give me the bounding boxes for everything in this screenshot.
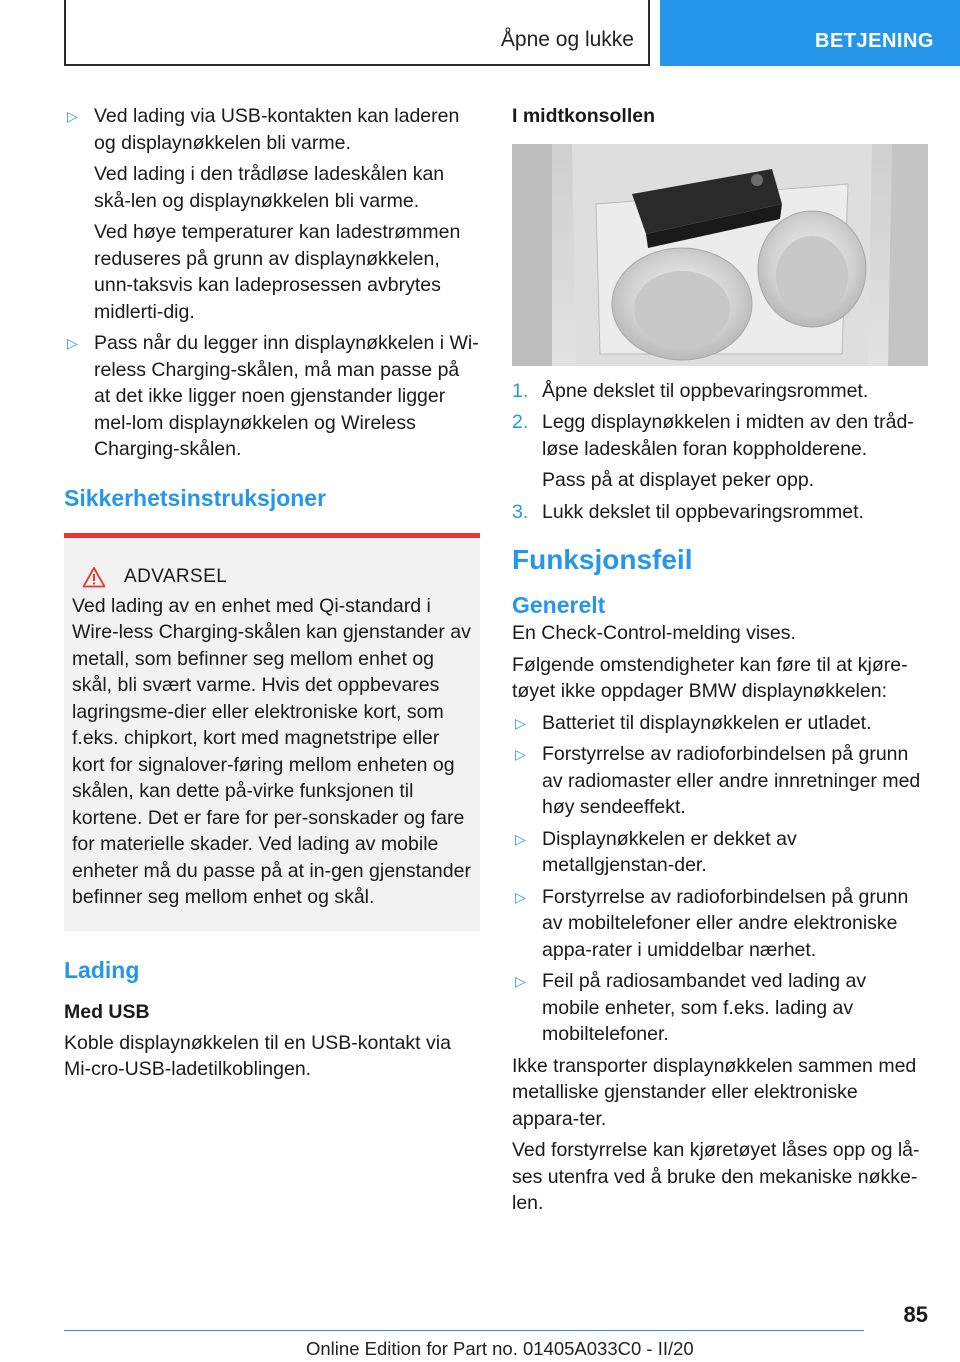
paragraph: Pass på at displayet peker opp. — [542, 469, 815, 491]
chapter-tab — [660, 0, 960, 66]
warning-text: Ved lading av en enhet med Qi-standard i Wire-less Charging-skålen kan gjenstander av metall, som befinner seg mellom enhet og skål, bli svært varme. Hvis det oppbevares lagringsme-dier eller elektroniske kort, som f.eks. chipkort, kort med magnetstripe eller kort for signalover-føring mellom enheten og skålen, kan dette på-virke funksjonen til kortene. Det er fare for per-sonskader og fare for materielle skader. Ved lading av mobile enheter må du passe på at in-gen gjenstander befinner seg mellom enhet og skål. — [72, 594, 471, 908]
paragraph: Batteriet til displaynøkkelen er utladet. — [542, 711, 872, 734]
charging-heading: Lading — [64, 956, 140, 983]
edition-text: Online Edition for Part no. 01405A033C0 - II/20 — [306, 1338, 694, 1359]
warning-label: ADVARSEL — [124, 566, 228, 587]
list-item — [512, 378, 928, 405]
page-number: 85 — [903, 1302, 928, 1327]
bullet-triangle-icon: ▷ — [515, 888, 526, 905]
list-item — [64, 330, 480, 463]
paragraph: Legg displaynøkkelen i midten av den tråd-løse ladeskålen foran koppholderene. — [542, 411, 914, 460]
paragraph: En Check-Control-melding vises. — [512, 622, 796, 644]
console-heading: I midtkonsollen — [512, 105, 656, 127]
list-item — [512, 710, 928, 737]
usb-text: Koble displaynøkkelen til en USB-kontakt via Mi-cro-USB-ladetilkoblingen. — [64, 1031, 451, 1080]
footer-divider — [64, 1330, 864, 1331]
right-column — [512, 103, 928, 1217]
safety-heading: Sikkerhetsinstruksjoner — [64, 484, 327, 511]
malfunction-heading: Funksjonsfeil — [512, 544, 693, 575]
list-item — [64, 103, 480, 325]
steps-list — [512, 378, 928, 526]
warning-box — [64, 533, 480, 931]
paragraph: Ikke transporter displaynøkkelen sammen med metalliske gjenstander eller elektroniske appara-ter. — [512, 1054, 917, 1130]
paragraph: Pass når du legger inn displaynøkkelen i Wi-reless Charging-skålen, må man passe på at det ikke ligger noen gjenstander ligger mel-lom displaynøkkelen og Wireless Charging-skålen. — [94, 332, 479, 460]
paragraph: Følgende omstendigheter kan føre til at kjøre-tøyet ikke oppdager BMW displaynøkkelen: — [512, 653, 908, 702]
usb-heading: Med USB — [64, 1001, 150, 1023]
left-column — [64, 103, 480, 1083]
paragraph: Ved lading i den trådløse ladeskålen kan skå-len og displaynøkkelen bli varme. — [94, 163, 445, 212]
paragraph: Åpne dekslet til oppbevaringsrommet. — [542, 379, 869, 402]
paragraph: Feil på radiosambandet ved lading av mobile enheter, som f.eks. lading av mobiltelefoner. — [542, 970, 867, 1045]
bullet-triangle-icon: ▷ — [67, 335, 78, 351]
list-item — [512, 499, 928, 526]
paragraph: Forstyrrelse av radioforbindelsen på grunn av radiomaster eller andre innretninger med høy sendeeffekt. — [542, 743, 921, 818]
list-item — [512, 884, 928, 964]
chapter-tab-label: BETJENING — [815, 30, 934, 52]
header-frame — [64, 0, 650, 66]
section-title: Åpne og lukke — [500, 28, 634, 51]
bullet-triangle-icon: ▷ — [515, 746, 526, 762]
warning-header — [82, 564, 472, 591]
paragraph: Forstyrrelse av radioforbindelsen på grunn av mobiltelefoner eller andre elektroniske appa-rater i umiddelbar nærhet. — [542, 885, 909, 961]
general-heading: Generelt — [512, 591, 606, 618]
paragraph: Ved lading via USB-kontakten kan laderen og displaynøkkelen bli varme. — [94, 105, 460, 154]
list-item — [512, 741, 928, 821]
list-item — [512, 409, 928, 494]
bullet-triangle-icon: ▷ — [515, 973, 526, 989]
bullet-triangle-icon: ▷ — [67, 108, 78, 124]
center-console-photo — [512, 144, 928, 366]
bullet-triangle-icon: ▷ — [515, 714, 526, 731]
paragraph: Displaynøkkelen er dekket av metallgjenstan-der. — [542, 827, 797, 876]
console-illustration — [512, 144, 928, 366]
list-item — [512, 968, 928, 1048]
paragraph: Ved høye temperaturer kan ladestrømmen reduseres på grunn av displaynøkkelen, unn-taksvis kan ladeprosessen avbrytes midlerti-dig. — [94, 221, 461, 323]
step-number: 1. — [512, 379, 529, 402]
step-number: 3. — [512, 500, 529, 523]
paragraph: Ved forstyrrelse kan kjøretøyet låses opp og lå-ses utenfra ved å bruke den mekaniske nøkke-len. — [512, 1139, 920, 1214]
warning-triangle-icon — [82, 566, 106, 588]
bullet-triangle-icon: ▷ — [515, 830, 526, 847]
paragraph: Lukk dekslet til oppbevaringsrommet. — [542, 500, 864, 523]
step-number: 2. — [512, 411, 529, 433]
list-item — [512, 826, 928, 879]
